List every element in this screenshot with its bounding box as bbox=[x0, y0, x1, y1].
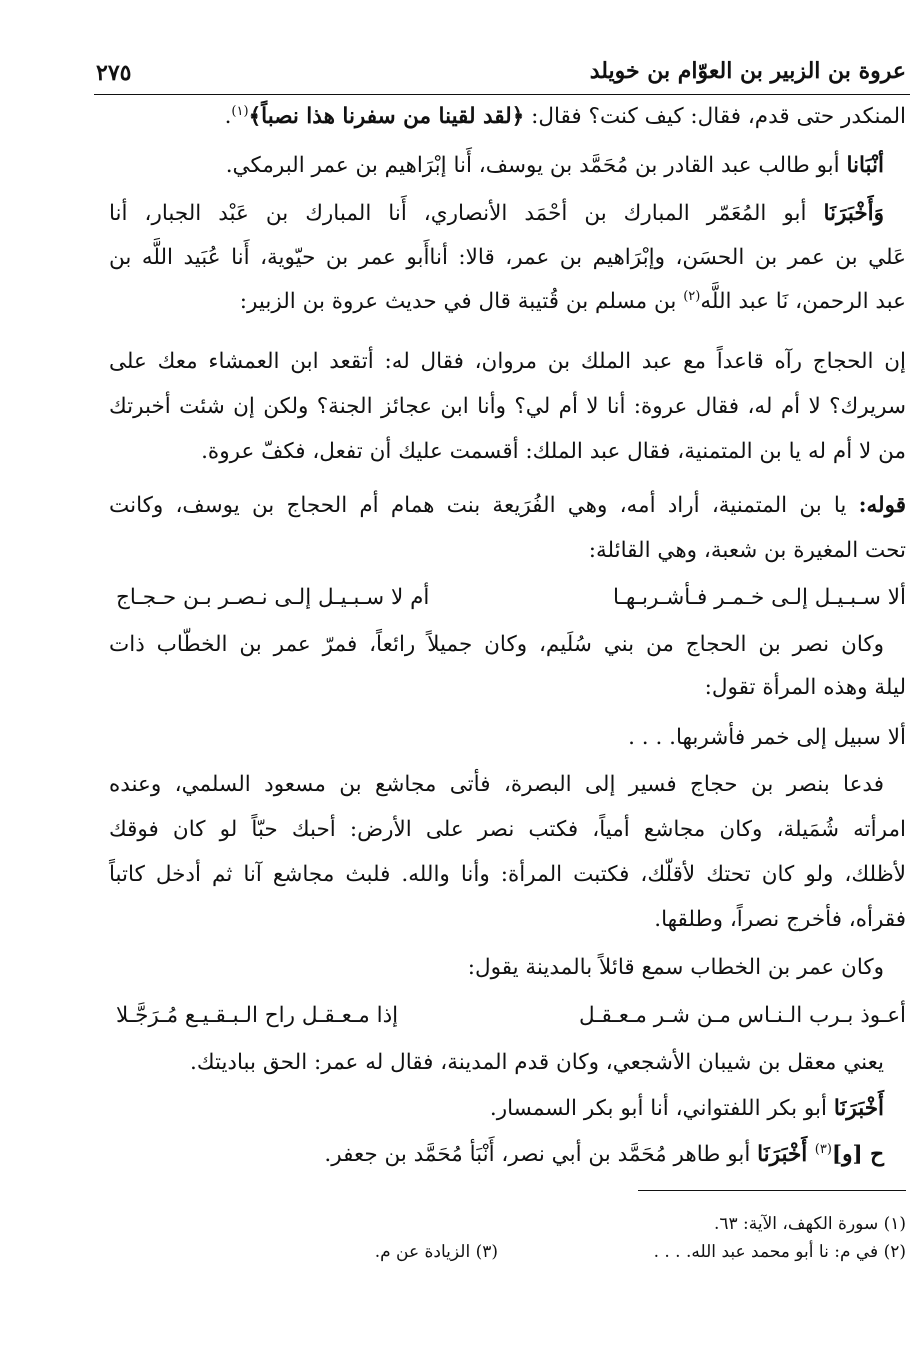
line-2-text: أبو طالب عبد القادر بن مُحَمَّد بن يوسف، أَنا إبْرَاهيم بن عمر البرمكي. bbox=[225, 153, 847, 178]
text-line-1 bbox=[225, 102, 906, 132]
footnote-ref-1: (١) bbox=[231, 103, 249, 119]
text-line-3 bbox=[109, 199, 906, 229]
header-divider bbox=[94, 94, 910, 95]
text-line-5 bbox=[240, 287, 906, 317]
text-line-9 bbox=[109, 491, 906, 521]
text-line-13: ليلة وهذه المرأة تقول: bbox=[704, 675, 906, 700]
isnad-lead: أَخْبَرَنَا bbox=[833, 1096, 884, 1121]
page-number: ٢٧٥ bbox=[96, 60, 132, 86]
isnad-lead-2: أَخْبَرَنَا bbox=[757, 1142, 815, 1167]
verse-1-second-hemistich: أم لا سـبـيـل إلـى نـصـر بـن حـجـاج bbox=[116, 585, 430, 610]
text-line-10: تحت المغيرة بن شعبة، وهي القائلة: bbox=[588, 538, 906, 563]
text-line-8: من لا أم له يا بن المتمنية، فقال عبد الملك: أقسمت عليك أن تفعل، فكفّ عروة. bbox=[201, 439, 906, 464]
text-line-17: لأظلك، ولو كان تحتك لأقلّك، فكتبت المرأة: وأنا والله. فلبث مجاشع آنا ثم أدخل كاتباً bbox=[109, 862, 906, 887]
text-line-15: فدعا بنصر بن حجاج فسير إلى البصرة، فأتى مجاشع بن مسعود السلمي، وعنده bbox=[109, 772, 884, 797]
commentary-lead: قوله: bbox=[858, 493, 906, 518]
footnote-3: (٣) الزيادة عن م. bbox=[374, 1242, 498, 1262]
text-line-16: امرأته شُمَيلة، وكان مجاشع أمياً، فكتب نصر على الأرض: أحبك حبّاً لو كان فوقك bbox=[109, 817, 906, 842]
footnote-divider bbox=[638, 1190, 906, 1191]
line-22-text: أبو بكر اللفتواني، أنا أبو بكر السمسار. bbox=[489, 1096, 834, 1121]
line-3-text: أبو المُعَمّر المبارك بن أحْمَد الأنصاري، أَنا المبارك بن عَبْد الجبار، أنا bbox=[109, 201, 824, 226]
text-line-4: عَلي بن عمر بن الحسَن، وإبْرَاهيم بن عمر، قالا: أناأَبو عمر بن حيّوية، أَنا عُبَيد اللَّه بن bbox=[109, 245, 906, 270]
line-23-text: أبو طاهر مُحَمَّد بن أبي نصر، أَنْبَأ مُحَمَّد بن جعفر. bbox=[324, 1142, 758, 1167]
footnote-2: (٢) في م: نا أبو محمد عبد الله. . . . bbox=[653, 1242, 906, 1262]
line-5-text: عبد الرحمن، نَا عبد اللَّه bbox=[700, 289, 906, 314]
footnote-ref-2: (٢) bbox=[683, 288, 701, 304]
verse-2-first-hemistich: أعـوذ بـرب الـنـاس مـن شـر مـعـقـل bbox=[578, 1003, 906, 1028]
running-header-title: عروة بن الزبير بن العوّام بن خويلد bbox=[589, 58, 906, 84]
text-line-7: سريرك؟ لا أم له، فقال عروة: أنا لا أم لي؟ وأنا ابن عجائز الجنة؟ ولكن إن شئت أخبرتك bbox=[109, 394, 906, 419]
line-9-text: يا بن المتمنية، أراد أمه، وهي الفُرَيعة بنت همام أم الحجاج بن يوسف، وكانت bbox=[109, 493, 859, 518]
text-line-6: إن الحجاج رآه قاعداً مع عبد الملك بن مروان، فقال له: أتقعد ابن العمشاء معك على bbox=[109, 349, 906, 374]
footnote-ref-3: (٣) bbox=[814, 1141, 832, 1157]
text-line-23 bbox=[324, 1140, 906, 1170]
quran-quote: ﴿لقد لقينا من سفرنا هذا نصباً﴾ bbox=[248, 104, 525, 129]
isnad-lead: وَأَخْبَرَنَا bbox=[823, 201, 884, 226]
text-line-14: ألا سبيل إلى خمر فأشربها. . . . bbox=[628, 725, 906, 750]
isnad-lead: ح [و] bbox=[831, 1142, 884, 1167]
line-1-text: المنكدر حتى قدم، فقال: كيف كنت؟ فقال: bbox=[524, 104, 906, 129]
text-line-18: فقرأه، فأخرج نصراً، وطلقها. bbox=[654, 907, 906, 932]
text-line-2 bbox=[226, 151, 906, 181]
verse-1-first-hemistich: ألا سـبـيـل إلـى خـمـر فـأشـربـهـا bbox=[612, 585, 906, 610]
line-1-tail: . bbox=[224, 104, 232, 129]
line-5-tail: بن مسلم بن قُتيبة قال في حديث عروة بن الزبير: bbox=[239, 289, 684, 314]
text-line-19: وكان عمر بن الخطاب سمع قائلاً بالمدينة يقول: bbox=[467, 955, 884, 980]
text-line-21: يعني معقل بن شيبان الأشجعي، وكان قدم المدينة، فقال له عمر: الحق بباديتك. bbox=[190, 1050, 884, 1075]
text-line-22 bbox=[490, 1094, 906, 1124]
footnote-1: (١) سورة الكهف، الآية: ٦٣. bbox=[713, 1214, 906, 1234]
verse-2-second-hemistich: إذا مـعـقـل راح الـبـقـيـع مُـرَجَّـلا bbox=[116, 1003, 399, 1028]
text-line-12: وكان نصر بن الحجاج من بني سُلَيم، وكان جميلاً رائعاً، فمرّ عمر بن الخطّاب ذات bbox=[109, 632, 884, 657]
isnad-lead: أنْبَانا bbox=[846, 153, 884, 178]
